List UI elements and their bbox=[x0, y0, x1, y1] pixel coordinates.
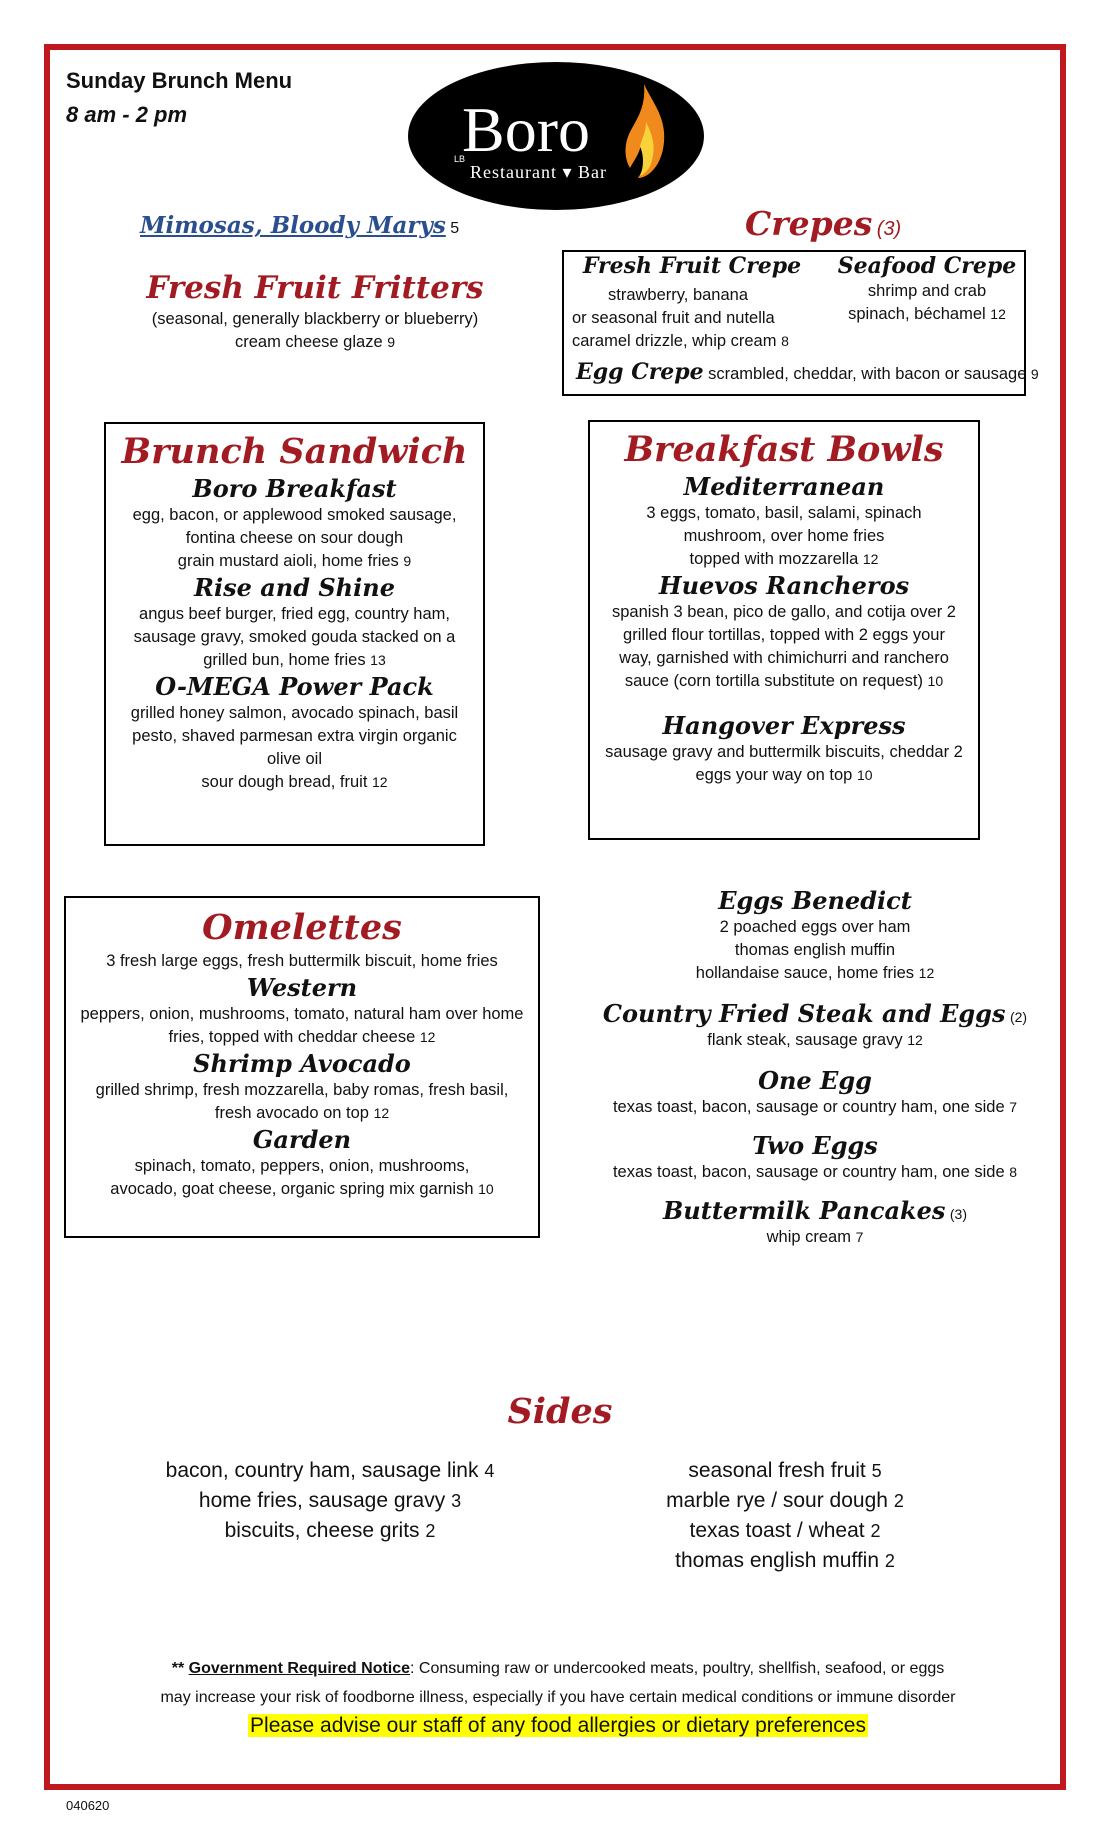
bowl-item: Huevos Rancheros spanish 3 bean, pico de gallo, and cotija over 2 grilled flour tortillas, topped with 2 eggs your way, garnished with chimichurri and ranchero sauce (corn tortilla substitute on request) 10 bbox=[590, 571, 978, 693]
side-item: bacon, country ham, sausage link 4 bbox=[165, 1459, 495, 1482]
sandwich-item-name: Rise and Shine bbox=[194, 573, 395, 602]
egg-crepe-name: Egg Crepe bbox=[576, 359, 704, 385]
menu-hours: 8 am - 2 pm bbox=[66, 102, 188, 127]
boro-logo bbox=[408, 62, 704, 210]
allergy-notice: Please advise our staff of any food allergies or dietary preferences bbox=[250, 1714, 866, 1737]
menu-item-name: One Egg bbox=[758, 1066, 872, 1095]
government-notice bbox=[60, 1654, 1056, 1712]
logo-small-mark: LB bbox=[454, 154, 466, 164]
logo-wordmark: Boro bbox=[462, 94, 590, 165]
fritters-section bbox=[100, 268, 530, 354]
bowls-title: Breakfast Bowls bbox=[624, 429, 944, 470]
omelette-item-name: Shrimp Avocado bbox=[193, 1049, 411, 1078]
fruit-crepe-desc: strawberry, banana or seasonal fruit and nutella caramel drizzle, whip cream 8 bbox=[572, 286, 789, 350]
sandwich-title: Brunch Sandwich bbox=[121, 431, 468, 472]
sandwich-item: Rise and Shine angus beef burger, fried egg, country ham, sausage gravy, smoked gouda stacked on a grilled bun, home fries 13 bbox=[106, 573, 483, 672]
omelette-item: Western peppers, onion, mushrooms, tomato, natural ham over home fries, topped with cheddar cheese 12 bbox=[66, 973, 538, 1049]
crepes-box bbox=[562, 250, 1039, 396]
egg-crepe-desc: scrambled, cheddar, with bacon or sausage bbox=[708, 365, 1027, 383]
bowl-item-name: Mediterranean bbox=[683, 472, 885, 501]
omelette-item: Garden spinach, tomato, peppers, onion, mushrooms, avocado, goat cheese, organic spring mix garnish 10 bbox=[66, 1125, 538, 1201]
bowl-item: Mediterranean 3 eggs, tomato, basil, salami, spinach mushroom, over home fries topped with mozzarella 12 bbox=[590, 472, 978, 571]
logo-tagline: Restaurant ▾ Bar bbox=[470, 162, 608, 182]
crepes-count: (3) bbox=[876, 218, 902, 240]
crepes-heading bbox=[745, 204, 901, 243]
flame-icon bbox=[622, 82, 668, 182]
egg-crepe-price: 9 bbox=[1030, 366, 1039, 382]
sides-left bbox=[140, 1456, 520, 1546]
bowl-item-name: Hangover Express bbox=[662, 711, 906, 740]
sandwich-item-name: Boro Breakfast bbox=[192, 474, 397, 503]
seafood-crepe-name: Seafood Crepe bbox=[837, 253, 1017, 279]
notice-line-2: may increase your risk of foodborne illness, especially if you have certain medical conditions or immune disorder bbox=[160, 1689, 956, 1706]
side-item: biscuits, cheese grits 2 bbox=[224, 1519, 436, 1542]
right-items bbox=[580, 886, 1050, 1249]
omelettes-intro: 3 fresh large eggs, fresh buttermilk biscuit, home fries bbox=[106, 952, 498, 970]
side-item: home fries, sausage gravy 3 bbox=[198, 1489, 462, 1512]
footer-code: 040620 bbox=[66, 1798, 110, 1813]
side-item: thomas english muffin 2 bbox=[675, 1549, 895, 1572]
sandwich-item: Boro Breakfast egg, bacon, or applewood smoked sausage, fontina cheese on sour dough grain mustard aioli, home fries 9 bbox=[106, 474, 483, 573]
sandwich-item: O-MEGA Power Pack grilled honey salmon, avocado spinach, basil pesto, shaved parmesan extra virgin organic olive oil sour dough bread, fruit 12 bbox=[106, 672, 483, 794]
fritters-desc-1: (seasonal, generally blackberry or blueberry) bbox=[151, 310, 479, 328]
omelette-item: Shrimp Avocado grilled shrimp, fresh mozzarella, baby romas, fresh basil, fresh avocado on top 12 bbox=[66, 1049, 538, 1125]
menu-item-name: Country Fried Steak and Eggs bbox=[602, 999, 1006, 1028]
menu-item: Country Fried Steak and Eggs (2) flank steak, sausage gravy 12 bbox=[602, 999, 1028, 1049]
menu-title: Sunday Brunch Menu bbox=[66, 68, 293, 93]
menu-item: Eggs Benedict 2 poached eggs over ham thomas english muffin hollandaise sauce, home fries 12 bbox=[580, 886, 1050, 985]
sides-title: Sides bbox=[507, 1391, 613, 1432]
egg-crepe bbox=[576, 358, 1039, 386]
omelette-item-name: Garden bbox=[252, 1125, 352, 1154]
bowl-item-name: Huevos Rancheros bbox=[658, 571, 910, 600]
side-item: seasonal fresh fruit 5 bbox=[688, 1459, 882, 1482]
menu-item: Two Eggs texas toast, bacon, sausage or country ham, one side 8 bbox=[580, 1131, 1050, 1184]
menu-item: Buttermilk Pancakes (3) whip cream 7 bbox=[663, 1196, 967, 1246]
sides-right bbox=[590, 1456, 980, 1576]
bowl-item: Hangover Express sausage gravy and buttermilk biscuits, cheddar 2 eggs your way on top 10 bbox=[590, 711, 978, 787]
notice-line-1: ** Government Required Notice: Consuming raw or undercooked meats, poultry, shellfish, seafood, or eggs bbox=[171, 1660, 945, 1677]
mimosas-price: 5 bbox=[450, 220, 460, 237]
fruit-crepe bbox=[572, 252, 812, 280]
fritters-title: Fresh Fruit Fritters bbox=[146, 270, 484, 306]
mimosas-label: Mimosas, Bloody Marys bbox=[140, 212, 446, 239]
omelettes-box bbox=[64, 896, 540, 1238]
seafood-crepe: Seafood Crepe shrimp and crab spinach, béchamel 12 bbox=[834, 252, 1020, 326]
brunch-sandwich-box bbox=[104, 422, 485, 846]
fruit-crepe-name: Fresh Fruit Crepe bbox=[582, 253, 802, 279]
omelette-item-name: Western bbox=[246, 973, 358, 1002]
sandwich-item-name: O-MEGA Power Pack bbox=[155, 672, 434, 701]
menu-item: One Egg texas toast, bacon, sausage or country ham, one side 7 bbox=[580, 1066, 1050, 1119]
side-item: marble rye / sour dough 2 bbox=[666, 1489, 904, 1512]
mimosas-line bbox=[140, 212, 459, 239]
crepes-title: Crepes bbox=[745, 204, 873, 243]
side-item: texas toast / wheat 2 bbox=[689, 1519, 881, 1542]
breakfast-bowls-box bbox=[588, 420, 980, 840]
menu-item-name: Two Eggs bbox=[752, 1131, 878, 1160]
menu-item-name: Buttermilk Pancakes bbox=[663, 1196, 946, 1225]
fritters-desc-2: cream cheese glaze 9 bbox=[234, 333, 396, 351]
omelettes-title: Omelettes bbox=[202, 907, 402, 948]
menu-item-name: Eggs Benedict bbox=[718, 886, 912, 915]
